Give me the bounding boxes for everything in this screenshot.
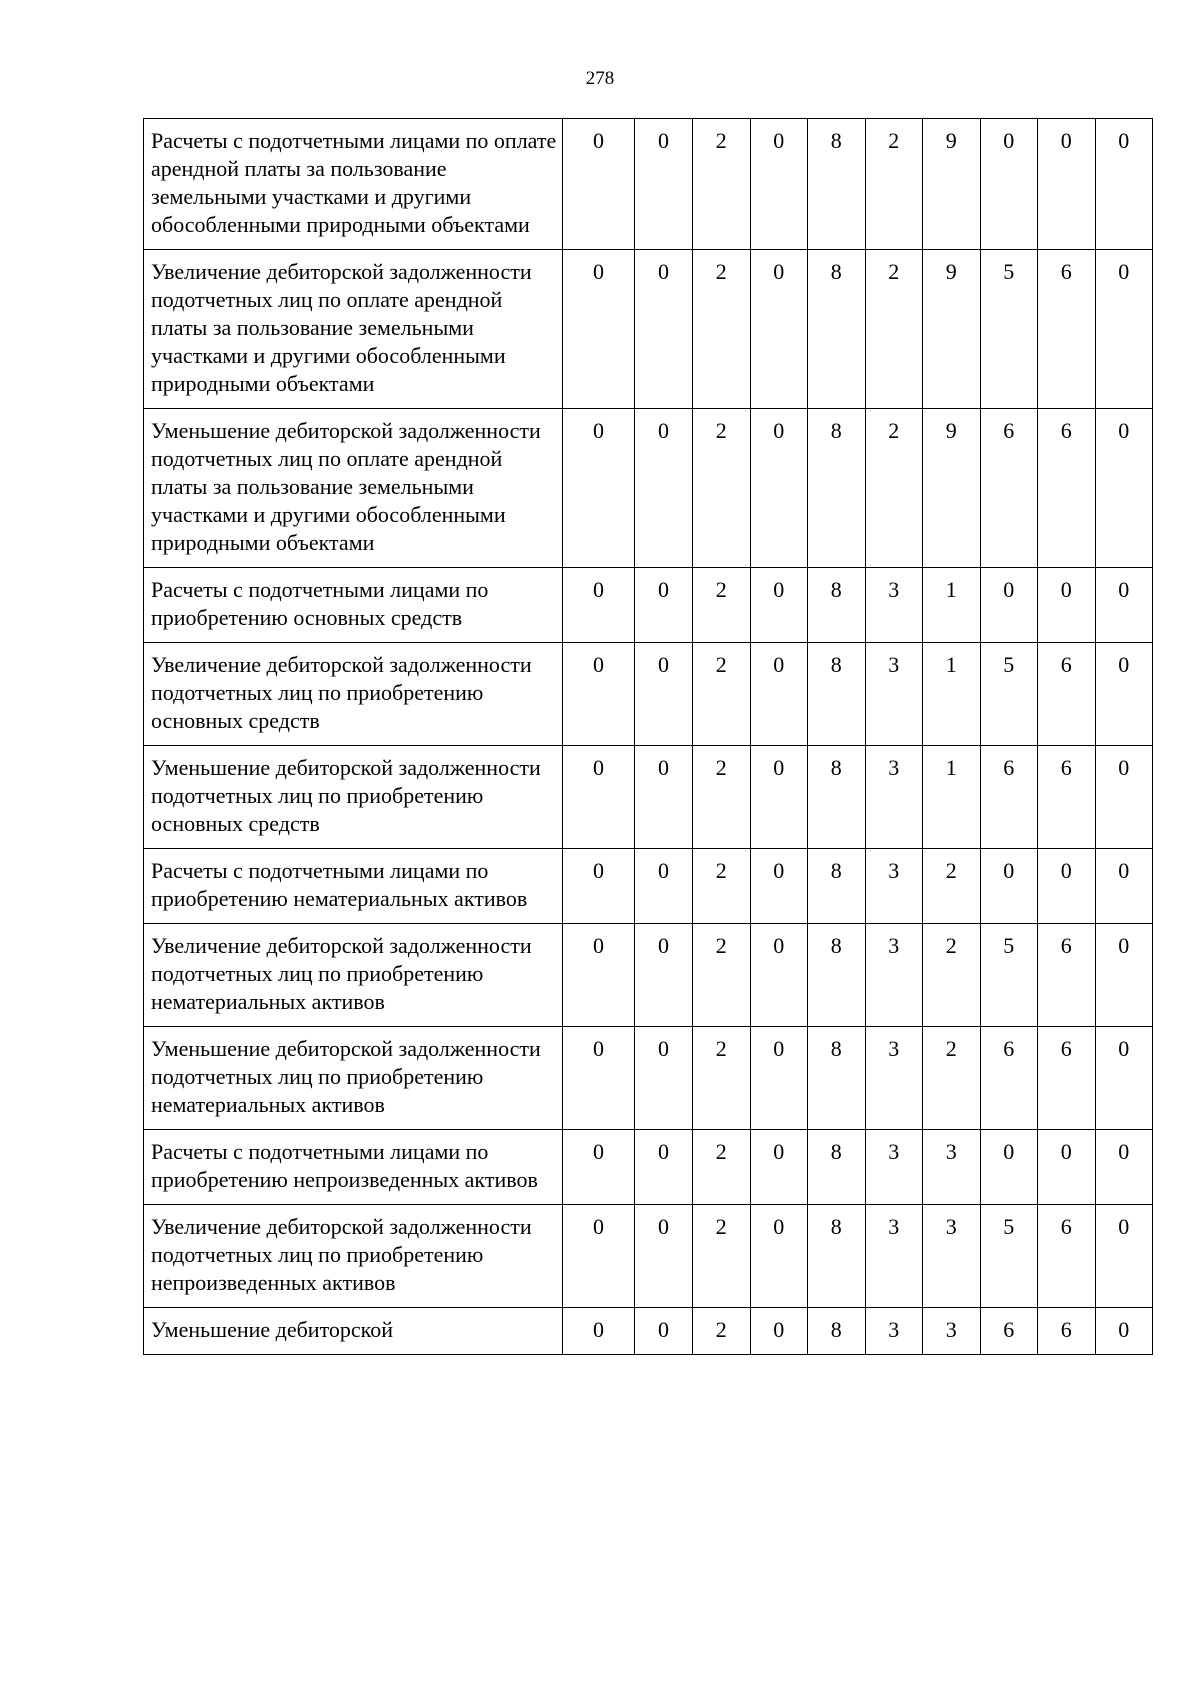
account-description-cell: Расчеты с подотчетными лицами по приобретению нематериальных активов <box>144 849 563 924</box>
account-description-cell: Увеличение дебиторской задолженности подотчетных лиц по приобретению непроизведенных активов <box>144 1205 563 1308</box>
account-code-digit-cell: 2 <box>693 746 751 849</box>
account-code-digit-cell: 2 <box>693 924 751 1027</box>
table-row <box>144 924 1153 1027</box>
account-code-digit-cell: 8 <box>808 1130 866 1205</box>
account-description-cell: Расчеты с подотчетными лицами по приобретению основных средств <box>144 568 563 643</box>
account-code-digit-cell: 0 <box>1038 849 1096 924</box>
account-code-digit-cell: 0 <box>980 568 1038 643</box>
account-code-digit-cell: 1 <box>923 746 981 849</box>
table-row <box>144 568 1153 643</box>
account-code-digit-cell: 0 <box>980 849 1038 924</box>
account-code-digit-cell: 6 <box>980 1027 1038 1130</box>
account-code-digit-cell: 0 <box>635 643 693 746</box>
account-code-digit-cell: 0 <box>563 119 635 250</box>
account-code-digit-cell: 3 <box>923 1308 981 1355</box>
account-description-cell: Уменьшение дебиторской задолженности подотчетных лиц по приобретению нематериальных активов <box>144 1027 563 1130</box>
account-code-digit-cell: 2 <box>693 1130 751 1205</box>
account-description-cell: Уменьшение дебиторской задолженности подотчетных лиц по приобретению основных средств <box>144 746 563 849</box>
account-code-digit-cell: 2 <box>865 250 923 409</box>
account-code-digit-cell: 0 <box>750 119 808 250</box>
account-code-digit-cell: 0 <box>563 849 635 924</box>
account-code-digit-cell: 2 <box>693 1308 751 1355</box>
account-code-digit-cell: 0 <box>750 250 808 409</box>
account-code-digit-cell: 0 <box>1095 849 1153 924</box>
table-row <box>144 1308 1153 1355</box>
account-code-digit-cell: 3 <box>865 746 923 849</box>
account-code-digit-cell: 6 <box>1038 1205 1096 1308</box>
account-code-digit-cell: 6 <box>1038 1308 1096 1355</box>
account-code-digit-cell: 0 <box>1038 1130 1096 1205</box>
account-code-digit-cell: 3 <box>865 1130 923 1205</box>
account-code-digit-cell: 0 <box>1095 1027 1153 1130</box>
table-row <box>144 849 1153 924</box>
account-code-digit-cell: 8 <box>808 409 866 568</box>
account-code-digit-cell: 5 <box>980 250 1038 409</box>
page-number: 278 <box>585 68 615 89</box>
account-code-digit-cell: 0 <box>750 643 808 746</box>
account-code-digit-cell: 3 <box>865 849 923 924</box>
account-code-digit-cell: 0 <box>563 1205 635 1308</box>
account-code-digit-cell: 0 <box>750 1027 808 1130</box>
account-code-digit-cell: 0 <box>635 1027 693 1130</box>
account-code-digit-cell: 0 <box>563 746 635 849</box>
account-code-digit-cell: 6 <box>1038 746 1096 849</box>
account-description-cell: Расчеты с подотчетными лицами по оплате арендной платы за пользование земельными участками и другими обособленными природными объектами <box>144 119 563 250</box>
account-code-digit-cell: 0 <box>1095 1205 1153 1308</box>
account-code-digit-cell: 6 <box>980 1308 1038 1355</box>
table-row <box>144 409 1153 568</box>
account-code-digit-cell: 0 <box>563 568 635 643</box>
account-code-digit-cell: 6 <box>1038 250 1096 409</box>
account-code-digit-cell: 6 <box>1038 1027 1096 1130</box>
account-code-digit-cell: 6 <box>980 746 1038 849</box>
account-code-digit-cell: 8 <box>808 1027 866 1130</box>
account-code-digit-cell: 0 <box>563 1308 635 1355</box>
account-code-digit-cell: 8 <box>808 1308 866 1355</box>
account-code-digit-cell: 2 <box>693 409 751 568</box>
account-code-digit-cell: 0 <box>750 746 808 849</box>
account-code-digit-cell: 8 <box>808 849 866 924</box>
account-code-digit-cell: 6 <box>980 409 1038 568</box>
account-code-digit-cell: 3 <box>865 924 923 1027</box>
account-code-digit-cell: 5 <box>980 1205 1038 1308</box>
account-code-digit-cell: 8 <box>808 250 866 409</box>
account-code-digit-cell: 0 <box>1095 250 1153 409</box>
account-description-cell: Увеличение дебиторской задолженности подотчетных лиц по оплате арендной платы за пользование земельными участками и другими обособленными природными объектами <box>144 250 563 409</box>
account-code-digit-cell: 0 <box>635 849 693 924</box>
account-code-digit-cell: 0 <box>750 849 808 924</box>
account-code-digit-cell: 0 <box>563 924 635 1027</box>
account-code-digit-cell: 2 <box>923 1027 981 1130</box>
account-code-digit-cell: 6 <box>1038 924 1096 1027</box>
account-code-digit-cell: 0 <box>1095 409 1153 568</box>
account-code-digit-cell: 8 <box>808 746 866 849</box>
account-code-digit-cell: 1 <box>923 643 981 746</box>
account-description-cell: Расчеты с подотчетными лицами по приобретению непроизведенных активов <box>144 1130 563 1205</box>
account-code-digit-cell: 2 <box>865 119 923 250</box>
account-code-digit-cell: 0 <box>750 409 808 568</box>
account-code-digit-cell: 2 <box>923 849 981 924</box>
account-code-digit-cell: 0 <box>563 409 635 568</box>
account-code-digit-cell: 8 <box>808 568 866 643</box>
account-code-digit-cell: 2 <box>693 1205 751 1308</box>
table-row <box>144 643 1153 746</box>
account-code-digit-cell: 0 <box>1095 643 1153 746</box>
account-code-digit-cell: 0 <box>635 1205 693 1308</box>
account-description-cell: Уменьшение дебиторской <box>144 1308 563 1355</box>
account-code-digit-cell: 9 <box>923 119 981 250</box>
account-code-digit-cell: 0 <box>635 119 693 250</box>
account-code-digit-cell: 0 <box>750 924 808 1027</box>
account-code-digit-cell: 3 <box>923 1205 981 1308</box>
table-row <box>144 1205 1153 1308</box>
account-code-digit-cell: 8 <box>808 643 866 746</box>
account-code-digit-cell: 0 <box>1095 119 1153 250</box>
account-description-cell: Увеличение дебиторской задолженности подотчетных лиц по приобретению нематериальных активов <box>144 924 563 1027</box>
account-code-digit-cell: 8 <box>808 1205 866 1308</box>
table-body <box>144 119 1153 1355</box>
table-row <box>144 119 1153 250</box>
account-code-digit-cell: 3 <box>865 643 923 746</box>
account-code-digit-cell: 2 <box>693 250 751 409</box>
account-code-digit-cell: 6 <box>1038 643 1096 746</box>
account-code-digit-cell: 3 <box>923 1130 981 1205</box>
account-code-digit-cell: 0 <box>635 568 693 643</box>
account-code-digit-cell: 0 <box>1095 1308 1153 1355</box>
account-code-digit-cell: 9 <box>923 250 981 409</box>
account-code-digit-cell: 2 <box>865 409 923 568</box>
account-code-digit-cell: 0 <box>635 746 693 849</box>
account-code-digit-cell: 6 <box>1038 409 1096 568</box>
account-code-digit-cell: 0 <box>635 1130 693 1205</box>
account-code-digit-cell: 0 <box>563 1130 635 1205</box>
account-code-digit-cell: 0 <box>750 1308 808 1355</box>
account-code-digit-cell: 2 <box>693 568 751 643</box>
account-description-cell: Увеличение дебиторской задолженности подотчетных лиц по приобретению основных средств <box>144 643 563 746</box>
account-code-digit-cell: 8 <box>808 924 866 1027</box>
account-code-digit-cell: 0 <box>563 643 635 746</box>
table-row <box>144 250 1153 409</box>
table-row <box>144 746 1153 849</box>
account-code-digit-cell: 0 <box>980 1130 1038 1205</box>
account-code-digit-cell: 0 <box>1095 1130 1153 1205</box>
account-code-digit-cell: 0 <box>1038 568 1096 643</box>
account-code-digit-cell: 2 <box>693 643 751 746</box>
account-code-digit-cell: 3 <box>865 1308 923 1355</box>
account-code-digit-cell: 3 <box>865 568 923 643</box>
account-code-digit-cell: 0 <box>635 409 693 568</box>
account-code-digit-cell: 2 <box>693 119 751 250</box>
account-code-digit-cell: 0 <box>980 119 1038 250</box>
account-code-digit-cell: 0 <box>1095 746 1153 849</box>
account-codes-table <box>143 118 1153 1355</box>
account-code-digit-cell: 0 <box>563 250 635 409</box>
account-code-digit-cell: 5 <box>980 924 1038 1027</box>
account-code-digit-cell: 0 <box>1095 924 1153 1027</box>
account-code-digit-cell: 5 <box>980 643 1038 746</box>
table-row <box>144 1130 1153 1205</box>
account-code-digit-cell: 2 <box>693 1027 751 1130</box>
account-code-digit-cell: 0 <box>750 1205 808 1308</box>
account-code-digit-cell: 0 <box>635 250 693 409</box>
account-code-digit-cell: 0 <box>563 1027 635 1130</box>
account-code-digit-cell: 0 <box>750 1130 808 1205</box>
account-code-digit-cell: 0 <box>635 1308 693 1355</box>
account-code-digit-cell: 0 <box>1095 568 1153 643</box>
account-code-digit-cell: 0 <box>750 568 808 643</box>
account-code-digit-cell: 3 <box>865 1205 923 1308</box>
account-code-digit-cell: 1 <box>923 568 981 643</box>
account-code-digit-cell: 9 <box>923 409 981 568</box>
account-code-digit-cell: 3 <box>865 1027 923 1130</box>
account-code-digit-cell: 8 <box>808 119 866 250</box>
account-code-digit-cell: 0 <box>635 924 693 1027</box>
account-code-digit-cell: 0 <box>1038 119 1096 250</box>
table-row <box>144 1027 1153 1130</box>
account-code-digit-cell: 2 <box>923 924 981 1027</box>
account-code-digit-cell: 2 <box>693 849 751 924</box>
account-description-cell: Уменьшение дебиторской задолженности подотчетных лиц по оплате арендной платы за пользование земельными участками и другими обособленными природными объектами <box>144 409 563 568</box>
